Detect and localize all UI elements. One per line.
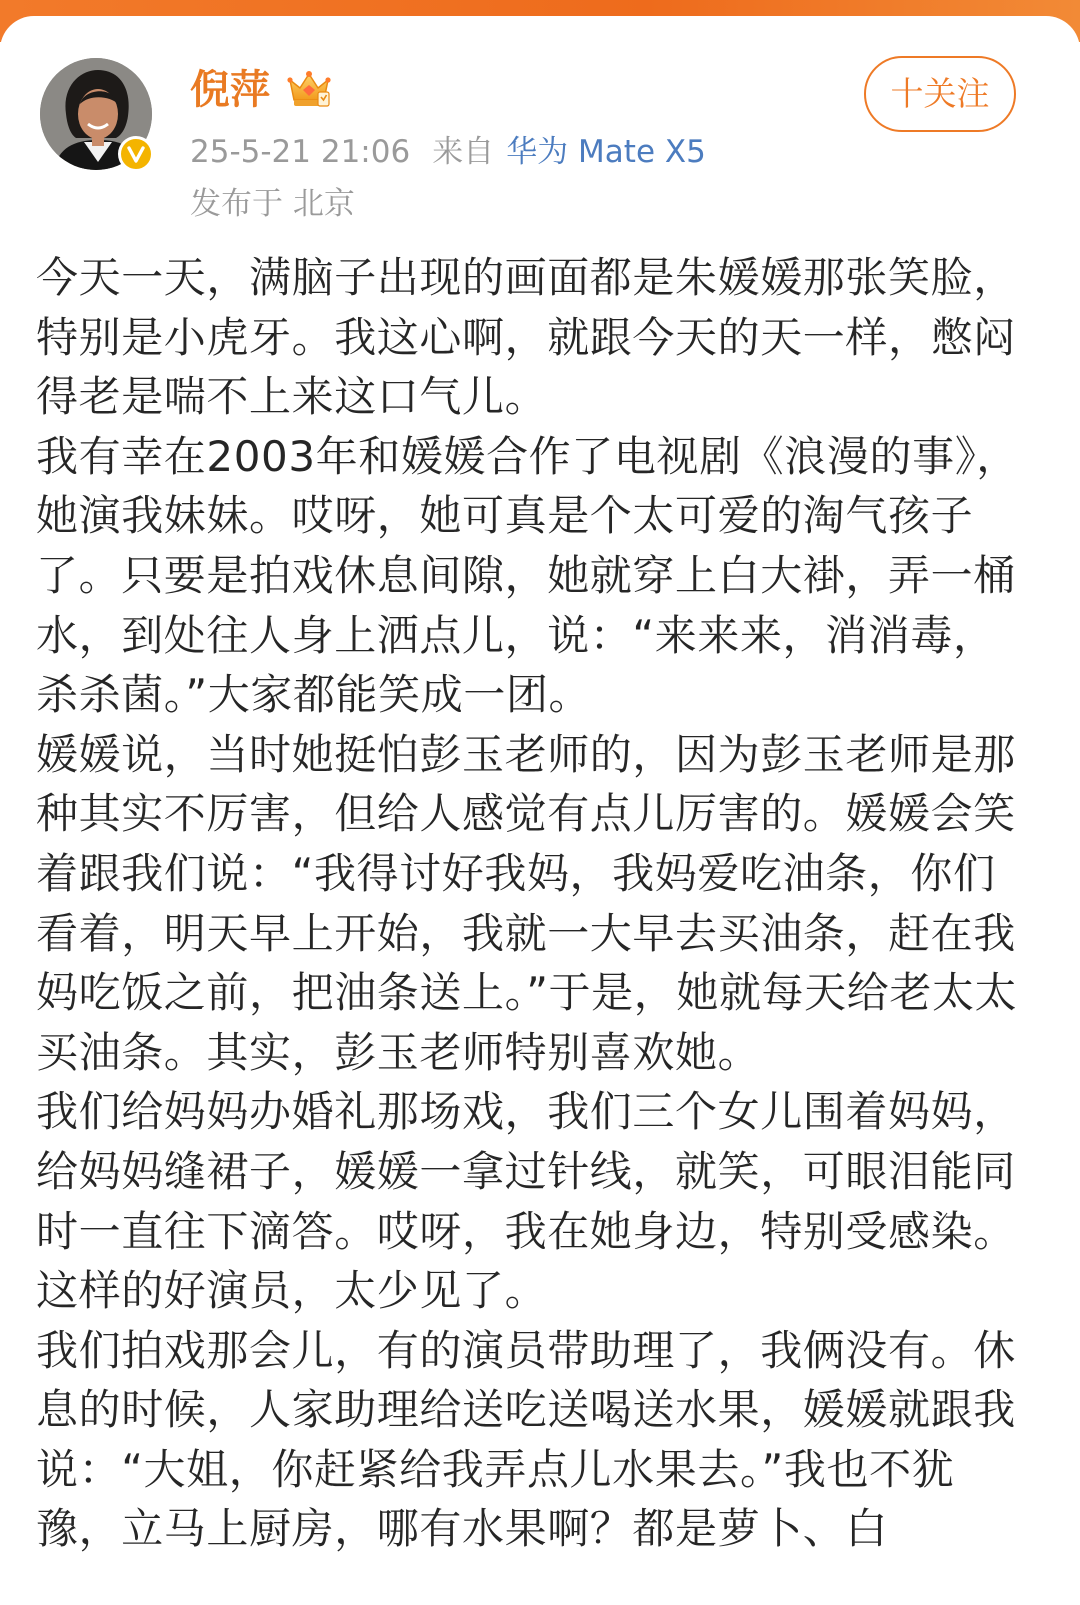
author-name[interactable]: 倪萍 <box>190 67 270 113</box>
device-link[interactable]: 华为 Mate X5 <box>506 134 706 170</box>
crown-icon <box>286 66 332 112</box>
post-meta <box>190 128 706 176</box>
post-paragraph: 媛媛说，当时她挺怕彭玉老师的，因为彭玉老师是那种其实不厉害，但给人感觉有点儿厉害的。媛媛会笑着跟我们说：“我得讨好我妈，我妈爱吃油条，你们看着，明天早上开始，我就一大早去买油条，赶在我妈吃饭之前，把油条送上。”于是，她就每天给老太太买油条。其实，彭玉老师特别喜欢她。 <box>36 729 1018 1077</box>
post-location: 发布于 北京 <box>190 186 355 222</box>
follow-button[interactable]: 十关注 <box>864 56 1016 132</box>
source-prefix: 来自 <box>432 134 495 170</box>
post-timestamp: 25-5-21 21:06 <box>190 134 411 170</box>
post-paragraph: 今天一天，满脑子出现的画面都是朱媛媛那张笑脸，特别是小虎牙。我这心啊，就跟今天的天一样，憋闷得老是喘不上来这口气儿。 <box>36 253 1016 422</box>
post-body <box>36 248 1036 1559</box>
post-paragraph: 我有幸在2003年和媛媛合作了电视剧《浪漫的事》，她演我妹妹。哎呀，她可真是个太可爱的淘气孩子了。只要是拍戏休息间隙，她就穿上白大褂，弄一桶水，到处往人身上洒点儿，说：“来来来，消消毒，杀杀菌。”大家都能笑成一团。 <box>36 431 1019 720</box>
post-paragraph: 我们给妈妈办婚礼那场戏，我们三个女儿围着妈妈，给妈妈缝裙子，媛媛一拿过针线，就笑，可眼泪能同时一直往下滴答。哎呀，我在她身边，特别受感染。这样的好演员，太少见了。 <box>36 1087 1016 1316</box>
verified-v-icon <box>118 136 154 172</box>
post-paragraph: 我们拍戏那会儿，有的演员带助理了，我俩没有。休息的时候，人家助理给送吃送喝送水果，媛媛就跟我说：“大姐，你赶紧给我弄点儿水果去。”我也不犹豫，立马上厨房，哪有水果啊？都是萝卜、白 <box>36 1325 1016 1554</box>
